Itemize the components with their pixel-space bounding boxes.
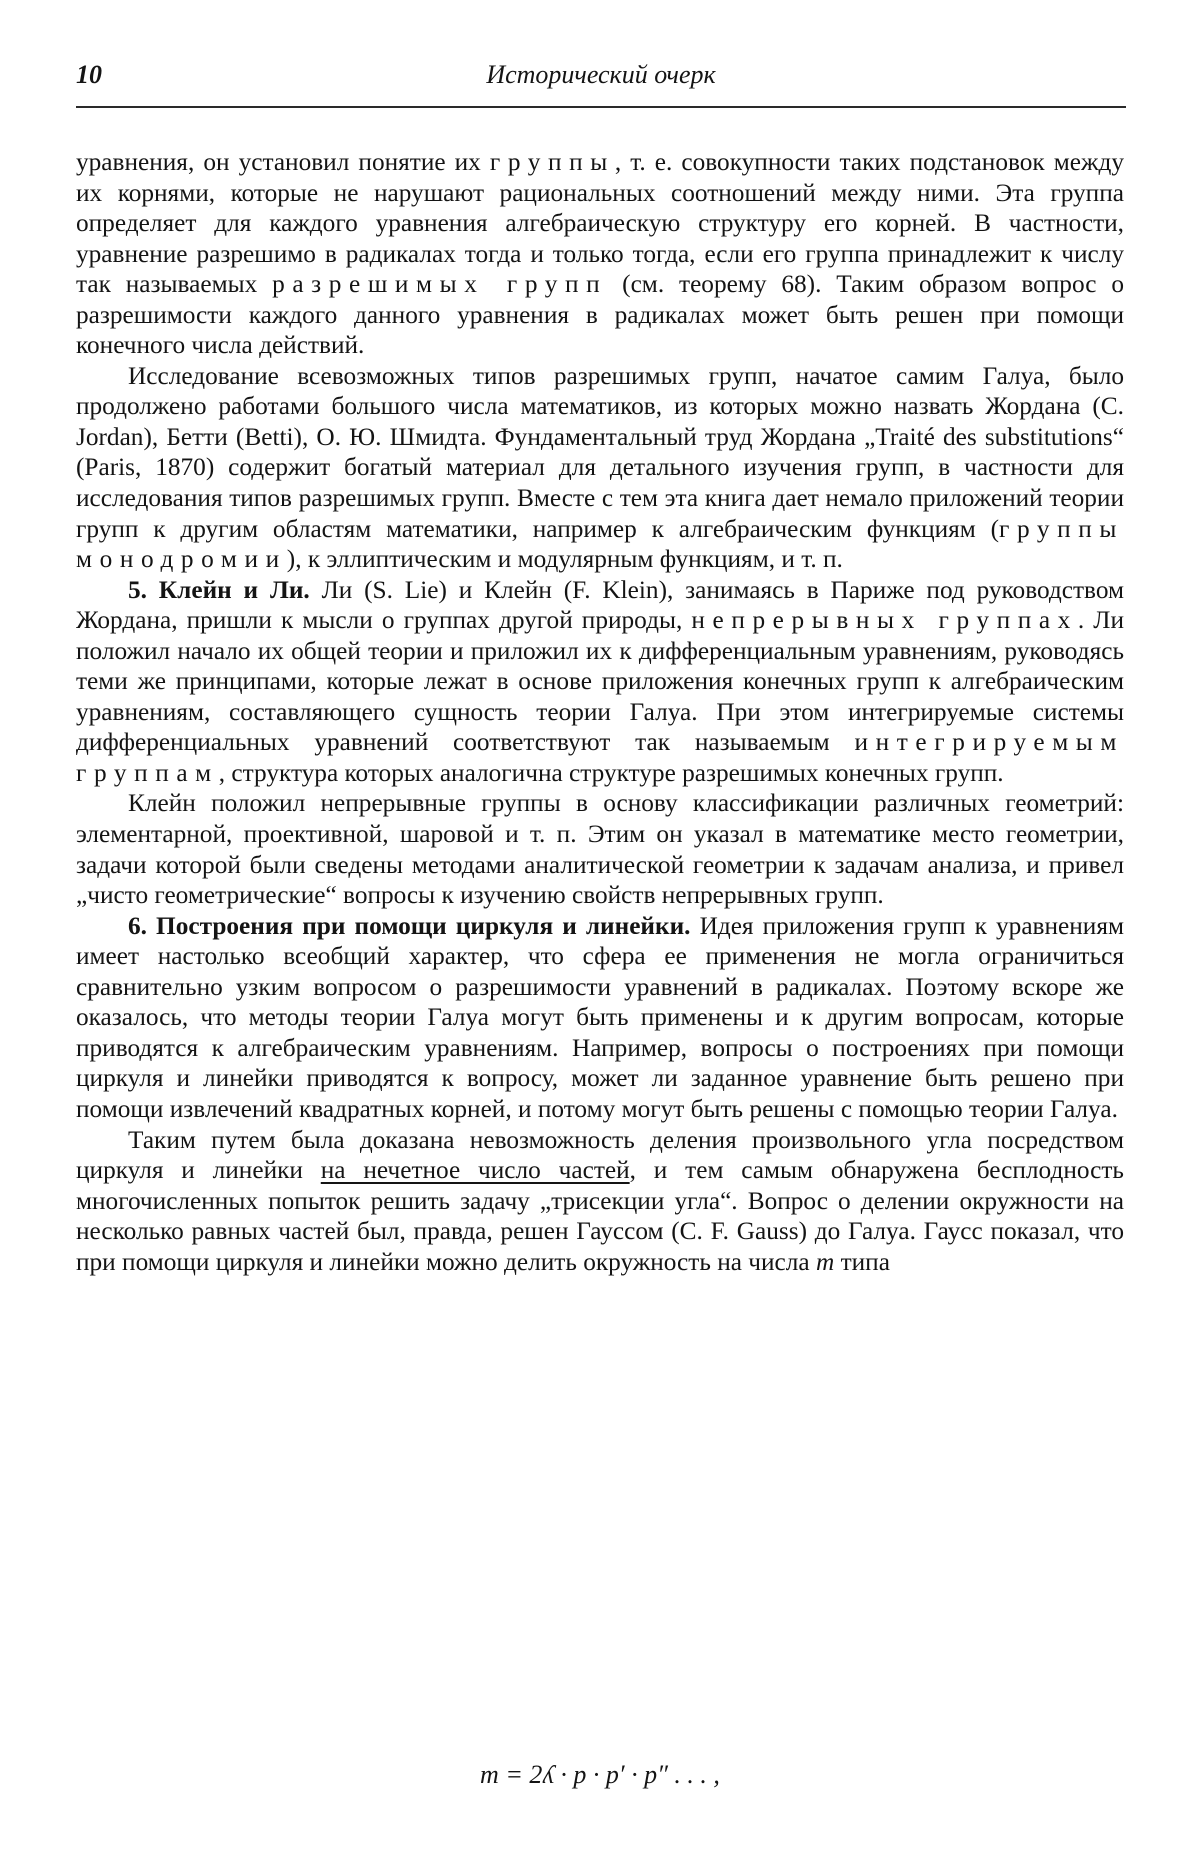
body-text xyxy=(76,147,1124,1277)
text-run: , и тем самым обнаружена бесплодность многочисленных попыток решить задачу „трисекции угла“. Вопрос о делении окружности на несколько равных частей был, правда, решен Гауссом (С. F. Gauss) до Галуа. Гаусс показал, что при помощи циркуля и линейки можно делить окружность на числа xyxy=(76,1156,1124,1276)
text-run: Ли (S. Lie) и Клейн (F. Klein), занимаясь в Париже под руководством Жордана, пришли к мысли о группах другой природы, xyxy=(76,575,1124,635)
emphasized-text: m xyxy=(815,1247,835,1276)
text-run: , т. е. совокупности таких подстановок между их корнями, которые не нарушают рациональных соотношений между ними. Эта группа определяет для каждого уравнения алгебраическую структуру его корней. В частности, уравнение разрешимо в радикалах тогда и только тогда, если его группа принадлежит к числу так называемых xyxy=(76,148,1124,299)
text-run: Клейн положил непрерывные группы в основу классификации различных геометрий: элементарной, проективной, шаровой и т. п. Этим он указал в математике место геометрии, задачи которой были сведены методами аналитической геометрии к задачам анализа, и привел „чисто геометрические“ вопросы к изучению свойств непрерывных групп. xyxy=(76,789,1124,910)
text-run: Таким путем была доказана невозможность деления произвольного угла посредством циркуля и линейки xyxy=(76,1125,1124,1185)
paragraph xyxy=(76,788,1124,910)
paragraph xyxy=(76,575,1124,789)
emphasized-text: непрерывных группах xyxy=(691,606,1078,635)
formula: m = 2ʎ · p · p′ · p″ . . . , xyxy=(480,1760,720,1789)
text-run: Идея приложения групп к уравнениям имеет настолько всеобщий характер, что сфера ее применения не могла ограничиться сравнительно узким вопросом о разрешимости уравнений в радикалах. Поэтому вскоре же оказалось, что методы теории Галуа могут быть применены и к другим вопросам, которые приводятся к алгебраическим уравнениям. Например, вопросы о построениях при помощи циркуля и линейки приводятся к вопросу, может ли заданное уравнение быть решено при помощи извлечений квадратных корней, и потому могут быть решены с помощью теории Галуа. xyxy=(76,911,1124,1123)
text-run: ), к эллиптическим и модулярным функциям, и т. п. xyxy=(286,545,843,574)
emphasized-text: разрешимых групп xyxy=(272,270,608,299)
text-run: . Ли положил начало их общей теории и приложил их к дифференциальным уравнениям, руководясь теми же принципами, которые лежат в основе приложения конечных групп к алгебраическим уравнениям, составляющего сущность теории Галуа. При этом интегрируемые системы дифференциальных уравнений соответствуют так называемым xyxy=(76,606,1124,757)
emphasized-text: 6. Построения при помощи циркуля и линейки. xyxy=(128,911,691,940)
paragraph xyxy=(76,361,1124,575)
emphasized-text: группы монодромии xyxy=(76,514,1124,574)
text-run: (см. теорему 68). Таким образом вопрос о разрешимости каждого данного уравнения в радикалах может быть решен при помощи конечного числа действий. xyxy=(76,270,1124,360)
emphasized-text: группы xyxy=(489,148,615,176)
text-run: , структура которых аналогична структуре разрешимых конечных групп. xyxy=(218,758,1004,787)
text-run: типа xyxy=(834,1247,890,1276)
header-rule xyxy=(76,106,1126,108)
text-run: Исследование всевозможных типов разрешимых групп, начатое самим Галуа, было продолжено работами большого числа математиков, из которых можно назвать Жордана (С. Jordan), Бетти (Betti), О. Ю. Шмидта. Фундаментальный труд Жордана „Traité des substitutions“ (Paris, 1870) содержит богатый материал для детального изучения групп, в частности для исследования типов разрешимых групп. Вместе с тем эта книга дает немало приложений теории групп к другим областям математики, например к алгебраическим функциям ( xyxy=(76,361,1124,543)
emphasized-text: 5. Клейн и Ли. xyxy=(128,575,310,604)
running-head xyxy=(76,60,1126,100)
paragraph xyxy=(76,147,1124,361)
text-run: уравнения, он установил понятие их xyxy=(76,148,490,176)
running-title: Исторический очерк xyxy=(486,60,716,89)
emphasized-text: интегрируемым группам xyxy=(76,728,1124,787)
paragraph xyxy=(76,911,1124,1125)
paragraph xyxy=(76,1125,1124,1278)
emphasized-text: на нечетное число частей xyxy=(320,1156,630,1185)
page-number: 10 xyxy=(76,60,102,89)
